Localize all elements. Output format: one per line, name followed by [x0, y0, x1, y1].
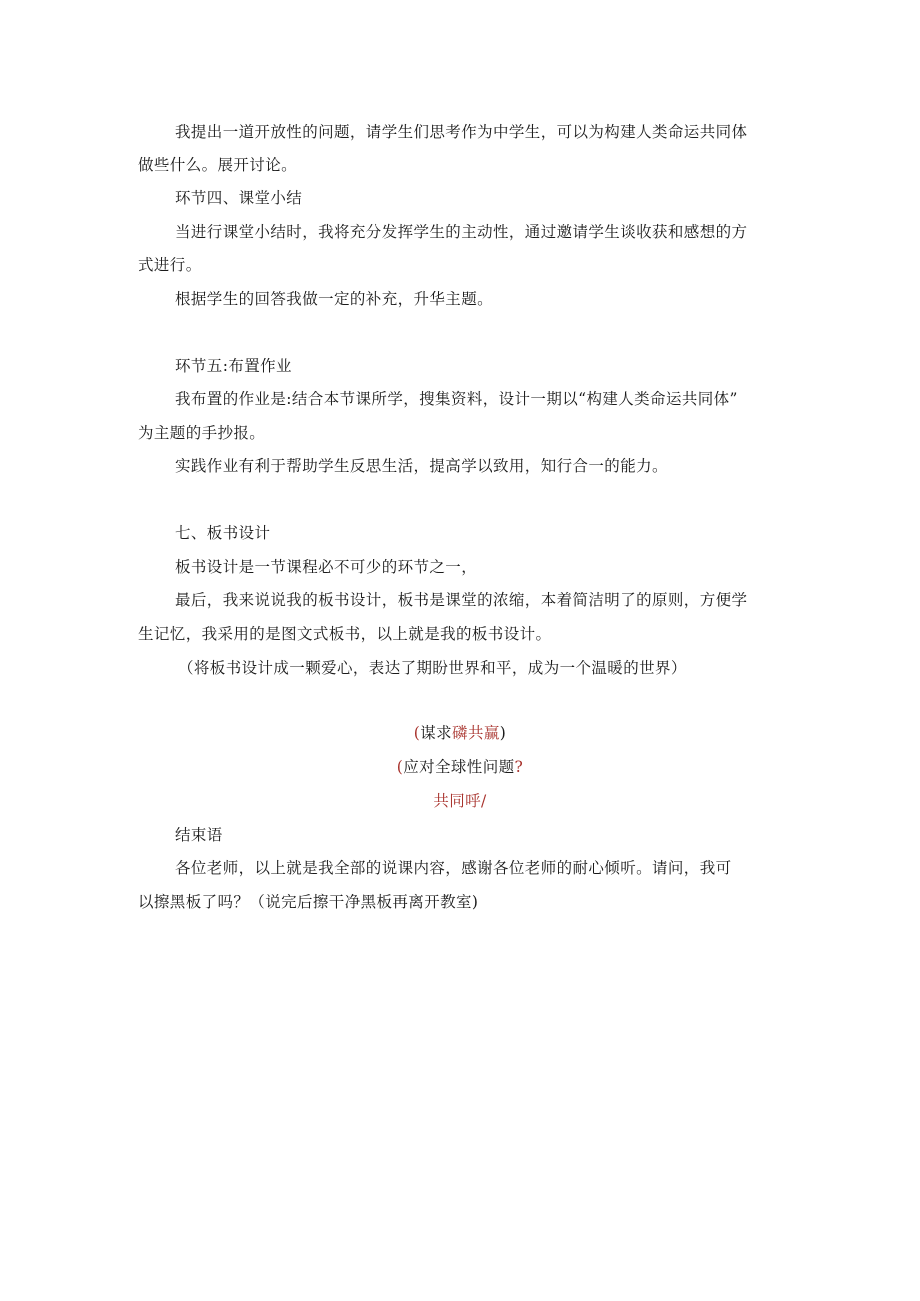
board-line-2-open-paren: ( — [396, 758, 404, 776]
board-line-1-text-b: 磷共赢 — [452, 724, 500, 742]
paragraph-discussion-line-2: 做些什么。展开讨论。 — [138, 156, 298, 174]
paragraph-closing-line-1: 各位老师，以上就是我全部的说课内容，感谢各位老师的耐心倾听。请问，我可 — [175, 859, 732, 877]
board-line-1 — [0, 723, 920, 743]
section-four-heading: 环节四、课堂小结 — [175, 189, 303, 207]
board-line-2-question: ? — [514, 758, 524, 776]
paragraph-board-design-line-2: 生记忆，我采用的是图文式板书，以上就是我的板书设计。 — [138, 625, 552, 643]
paragraph-discussion-line-1: 我提出一道开放性的问题，请学生们思考作为中学生，可以为构建人类命运共同体 — [175, 123, 748, 141]
board-line-1-text-a: 谋求 — [420, 724, 453, 742]
paragraph-board-intro: 板书设计是一节课程必不可少的环节之一， — [175, 558, 478, 576]
paragraph-board-note: （将板书设计成一颗爱心，表达了期盼世界和平，成为一个温暖的世界） — [178, 659, 687, 677]
paragraph-homework-line-1: 我布置的作业是:结合本节课所学，搜集资料，设计一期以“构建人类命运共同体” — [175, 390, 738, 408]
paragraph-board-design-line-1: 最后，我来说说我的板书设计，板书是课堂的浓缩，本着简洁明了的原则，方便学 — [175, 591, 748, 609]
board-line-2-text: 应对全球性问题 — [403, 758, 515, 776]
board-line-2 — [0, 757, 920, 777]
paragraph-practice: 实践作业有利于帮助学生反思生活，提高学以致用，知行合一的能力。 — [175, 457, 668, 475]
paragraph-supplement: 根据学生的回答我做一定的补充，升华主题。 — [175, 290, 494, 308]
paragraph-summary-line-1: 当进行课堂小结时，我将充分发挥学生的主动性，通过邀请学生谈收获和感想的方 — [175, 223, 748, 241]
paragraph-homework-line-2: 为主题的手抄报。 — [138, 424, 266, 442]
section-seven-heading: 七、板书设计 — [175, 524, 271, 542]
board-line-3: 共同呼/ — [433, 792, 487, 810]
paragraph-summary-line-2: 式进行。 — [138, 256, 202, 274]
section-five-heading: 环节五:布置作业 — [175, 357, 292, 375]
board-line-1-close-paren: ) — [499, 724, 507, 742]
closing-heading: 结束语 — [175, 826, 223, 844]
board-line-1-open-paren: ( — [413, 724, 421, 742]
paragraph-closing-line-2: 以擦黑板了吗？（说完后擦干净黑板再离开教室) — [138, 893, 479, 911]
